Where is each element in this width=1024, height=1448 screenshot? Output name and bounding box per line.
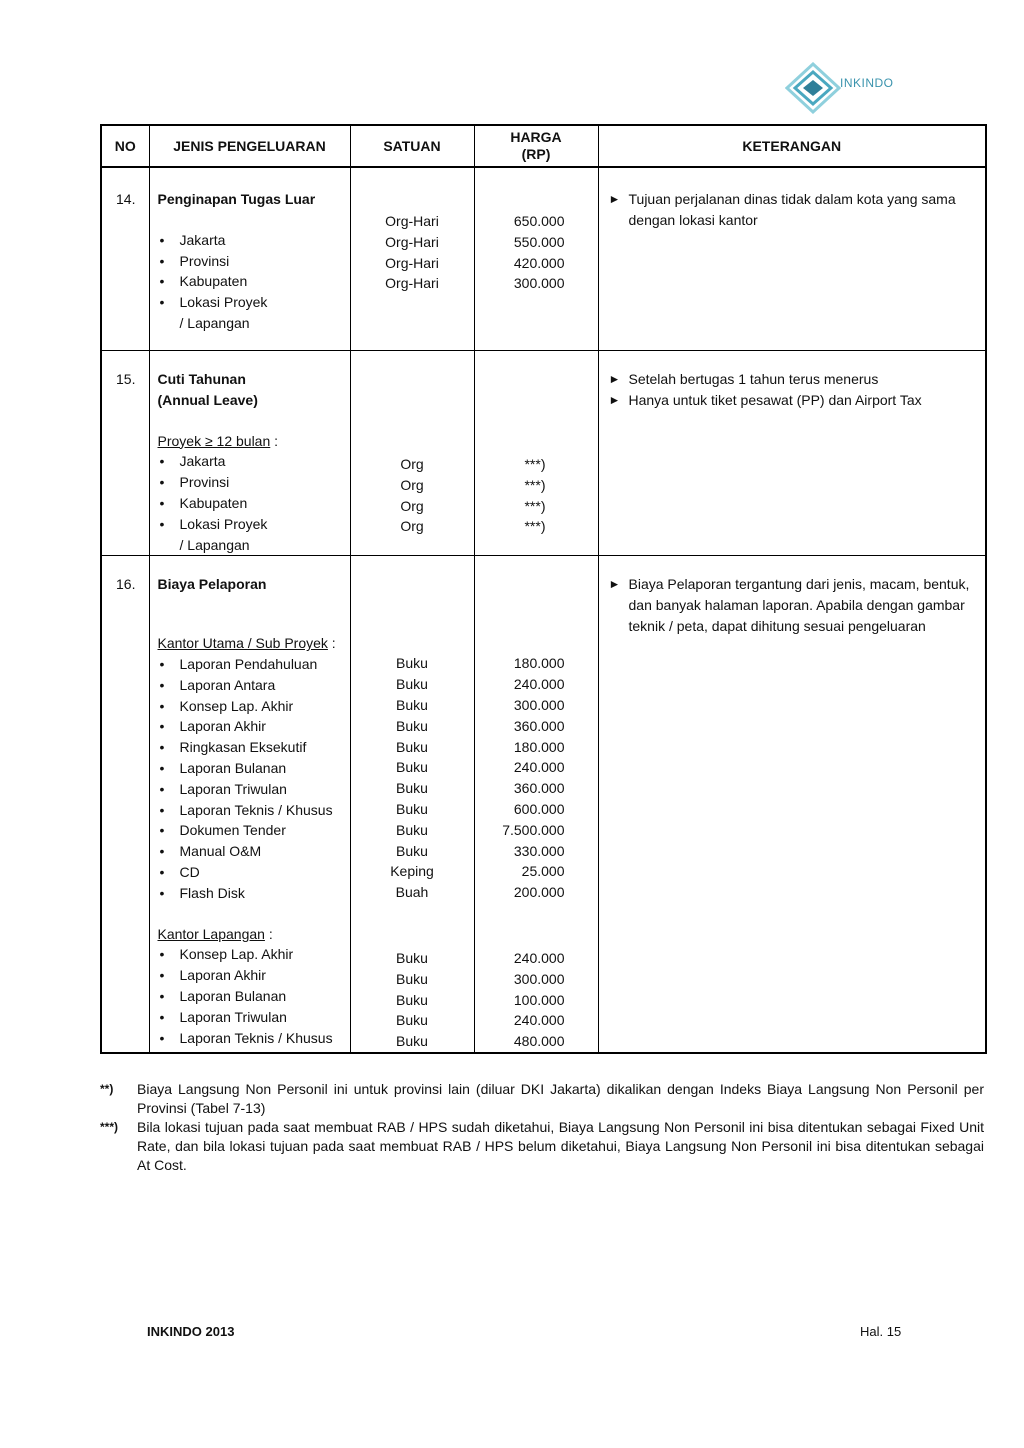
- item-list: [158, 230, 350, 334]
- jenis-cell: [149, 167, 350, 351]
- satuan-value: Buku: [396, 842, 428, 859]
- list-item: • Dokumen Tender: [158, 820, 350, 841]
- satuan-value: Org: [400, 476, 424, 493]
- list-item: • Jakarta: [158, 230, 350, 251]
- satuan-value: Buku: [396, 655, 428, 672]
- satuan-value: Org: [400, 497, 424, 514]
- item-list: [158, 654, 350, 904]
- harga-value: 240.000: [513, 759, 565, 776]
- harga-cell: [474, 167, 598, 351]
- list-item: • Konsep Lap. Akhir: [158, 944, 350, 965]
- harga-value: 360.000: [513, 780, 565, 797]
- list-item: • Kabupaten: [158, 493, 350, 514]
- satuan-value: Org-Hari: [385, 233, 439, 250]
- arrow-right-icon: ►: [608, 577, 621, 592]
- list-item: • Provinsi: [158, 251, 350, 272]
- list-item: • Jakarta: [158, 451, 350, 472]
- table-row: [101, 167, 986, 351]
- header-harga-line2: (RP): [521, 146, 551, 162]
- list-item: • Flash Disk: [158, 883, 350, 904]
- list-item: • Laporan Akhir: [158, 965, 350, 986]
- footer-left: INKINDO 2013: [147, 1324, 235, 1339]
- satuan-value: Buku: [396, 780, 428, 797]
- list-item: • Laporan Bulanan: [158, 758, 350, 779]
- list-item: • Laporan Antara: [158, 675, 350, 696]
- harga-value: 650.000: [513, 213, 565, 229]
- header-satuan: SATUAN: [350, 125, 474, 167]
- harga-value: 25.000: [521, 863, 565, 880]
- harga-value: 330.000: [513, 842, 565, 859]
- harga-value: 300.000: [513, 970, 565, 987]
- harga-value: 180.000: [513, 655, 565, 672]
- row-title: Cuti Tahunan: [157, 371, 246, 387]
- footnotes: [100, 1080, 984, 1175]
- row-subtitle: (Annual Leave): [157, 391, 258, 408]
- satuan-value: Org: [400, 518, 424, 535]
- satuan-value: Keping: [390, 863, 434, 880]
- list-item: • Ringkasan Eksekutif: [158, 737, 350, 758]
- table-header-row: [101, 125, 986, 167]
- inkindo-logo: [785, 62, 935, 114]
- list-item: • Laporan Pendahuluan: [158, 654, 350, 675]
- footnote: [100, 1118, 984, 1175]
- footnote-marker: ***): [100, 1120, 119, 1134]
- harga-value: 7.500.000: [502, 821, 565, 838]
- harga-cell: [474, 351, 598, 556]
- header-jenis: JENIS PENGELUARAN: [149, 125, 350, 167]
- arrow-right-icon: ►: [608, 192, 621, 206]
- list-item: • Konsep Lap. Akhir: [158, 696, 350, 717]
- satuan-value: Buku: [396, 800, 428, 817]
- footnote: [100, 1080, 984, 1118]
- harga-value: 600.000: [513, 800, 565, 817]
- row-number: 14.: [101, 167, 149, 351]
- footnote-text: Biaya Langsung Non Personil ini untuk provinsi lain (diluar DKI Jakarta) dikalikan dengan Indeks Biaya Langsung Non Personil per Provinsi (Tabel 7-13): [137, 1081, 984, 1116]
- keterangan-cell: [598, 556, 986, 1054]
- satuan-value: Org-Hari: [385, 254, 439, 271]
- satuan-cell: [350, 556, 474, 1054]
- list-item: • Lokasi Proyek / Lapangan: [158, 292, 290, 334]
- list-item: • Provinsi: [158, 472, 350, 493]
- harga-value: 240.000: [513, 1012, 565, 1029]
- header-harga: [474, 125, 598, 167]
- satuan-value: Buku: [396, 991, 428, 1008]
- harga-value: 240.000: [513, 949, 565, 966]
- list-item: • Laporan Teknis / Khusus: [158, 1028, 350, 1049]
- header-harga-line1: HARGA: [510, 129, 562, 145]
- group-label: Kantor Lapangan :: [157, 925, 273, 942]
- harga-value: ***): [524, 497, 546, 514]
- jenis-cell: [149, 556, 350, 1054]
- footnote-text: Bila lokasi tujuan pada saat membuat RAB / HPS sudah diketahui, Biaya Langsung Non Personil ini bisa ditentukan sebagai Fixed Unit Rate, dan bila lokasi tujuan pada saat membuat RAB / HPS belum diketahui, Biaya Langsung Non Personil ini bisa ditentukan sebagai At Cost.: [137, 1119, 984, 1173]
- row-number: 15.: [101, 351, 149, 556]
- harga-value: 180.000: [513, 738, 565, 755]
- expense-table: [100, 124, 987, 1054]
- satuan-value: Org-Hari: [385, 213, 439, 229]
- keterangan-item: ► Biaya Pelaporan tergantung dari jenis, macam, bentuk, dan banyak halaman laporan. Apabila dengan gambar teknik / peta, dapat dihitung sesuai pengeluaran: [608, 576, 970, 634]
- satuan-value: Buku: [396, 759, 428, 776]
- list-item: • Kabupaten: [158, 271, 350, 292]
- harga-value: 550.000: [513, 233, 565, 250]
- list-item: • Manual O&M: [158, 841, 350, 862]
- header-no: NO: [101, 125, 149, 167]
- satuan-value: Buku: [396, 696, 428, 713]
- satuan-value: Buku: [396, 949, 428, 966]
- keterangan-item: ► Tujuan perjalanan dinas tidak dalam kota yang sama dengan lokasi kantor: [608, 191, 956, 228]
- list-item: • CD: [158, 862, 350, 883]
- satuan-value: Buku: [396, 1033, 428, 1050]
- list-item: • Laporan Bulanan: [158, 986, 350, 1007]
- harga-value: 300.000: [513, 275, 565, 292]
- inkindo-logo-icon: [785, 62, 841, 114]
- item-list: [158, 944, 350, 1048]
- satuan-value: Buku: [396, 1012, 428, 1029]
- satuan-value: Buku: [396, 738, 428, 755]
- harga-value: 300.000: [513, 696, 565, 713]
- group-label: Proyek ≥ 12 bulan :: [157, 432, 279, 449]
- satuan-cell: [350, 351, 474, 556]
- satuan-value: Buku: [396, 821, 428, 838]
- harga-value: 480.000: [513, 1033, 565, 1050]
- satuan-value: Buah: [395, 884, 429, 901]
- satuan-cell: [350, 167, 474, 351]
- harga-value: 100.000: [513, 991, 565, 1008]
- arrow-right-icon: ►: [608, 372, 621, 386]
- row-title: Biaya Pelaporan: [157, 576, 267, 593]
- footnote-marker: **): [100, 1082, 114, 1096]
- harga-value: 420.000: [513, 254, 565, 271]
- table-row: [101, 556, 986, 1054]
- keterangan-item: ► Setelah bertugas 1 tahun terus menerus: [609, 369, 978, 390]
- harga-cell: [474, 556, 598, 1054]
- table-row: [101, 351, 986, 556]
- arrow-right-icon: ►: [608, 392, 621, 407]
- keterangan-item: ► Hanya untuk tiket pesawat (PP) dan Airport Tax: [609, 390, 978, 411]
- satuan-value: Org: [400, 456, 424, 472]
- list-item: • Lokasi Proyek / Lapangan: [158, 514, 290, 556]
- harga-value: 240.000: [513, 676, 565, 693]
- jenis-cell: [149, 351, 350, 556]
- keterangan-cell: [598, 351, 986, 556]
- page-number: Hal. 15: [860, 1324, 902, 1339]
- group-label: Kantor Utama / Sub Proyek :: [157, 635, 336, 652]
- harga-value: 200.000: [513, 884, 565, 901]
- header-keterangan: KETERANGAN: [598, 125, 986, 167]
- item-list: [158, 451, 350, 555]
- satuan-value: Org-Hari: [385, 275, 439, 292]
- list-item: • Laporan Triwulan: [158, 779, 350, 800]
- row-number: 16.: [101, 556, 149, 1054]
- keterangan-cell: [598, 167, 986, 351]
- row-title: Penginapan Tugas Luar: [157, 191, 316, 207]
- satuan-value: Buku: [396, 717, 428, 734]
- harga-value: ***): [524, 518, 546, 535]
- satuan-value: Buku: [396, 970, 428, 987]
- list-item: • Laporan Triwulan: [158, 1007, 350, 1028]
- list-item: • Laporan Akhir: [158, 716, 350, 737]
- harga-value: ***): [524, 476, 546, 493]
- logo-text: INKINDO: [840, 76, 894, 90]
- harga-value: 360.000: [513, 717, 565, 734]
- list-item: • Laporan Teknis / Khusus: [158, 800, 350, 821]
- harga-value: ***): [524, 456, 546, 472]
- satuan-value: Buku: [396, 676, 428, 693]
